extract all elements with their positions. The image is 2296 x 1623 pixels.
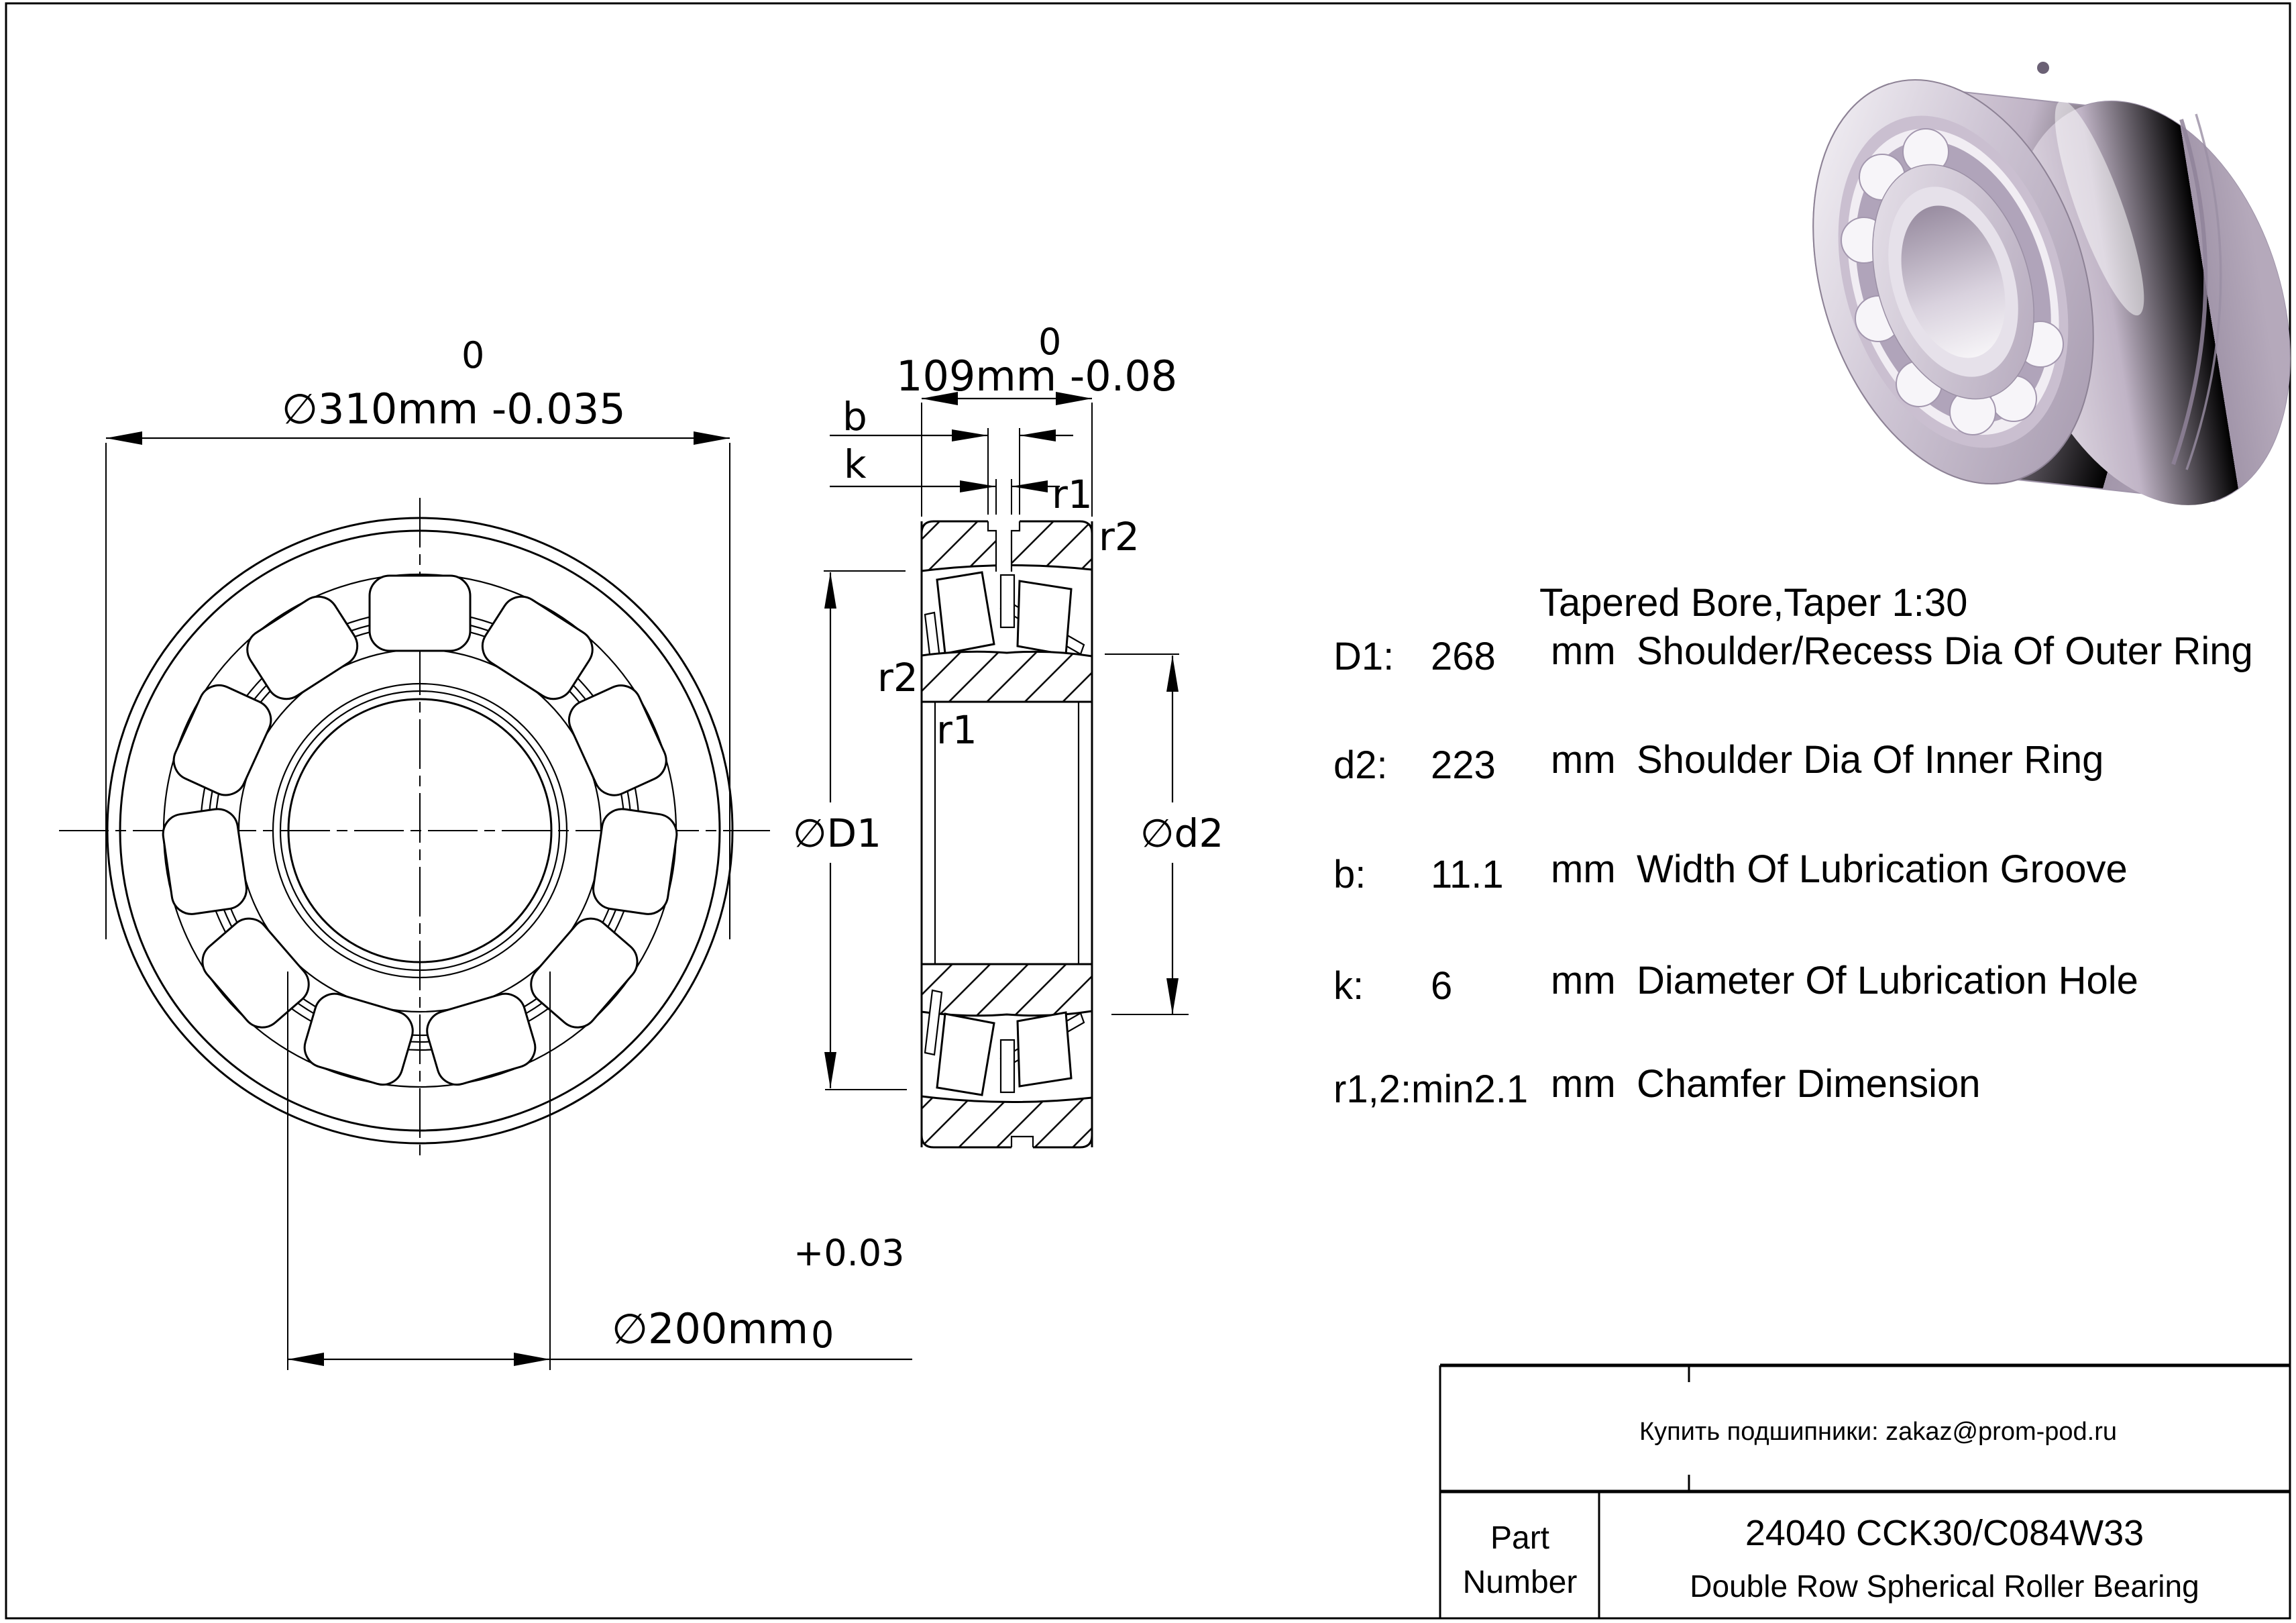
spec-label: k:: [1333, 964, 1364, 1008]
roller: [195, 910, 317, 1036]
dim-109-upper-tol: 0: [1038, 321, 1062, 363]
spec-value: 268: [1431, 635, 1496, 678]
bottom-notch: [1012, 1137, 1033, 1149]
spec-value: 6: [1431, 964, 1453, 1008]
r2-left-label: r2: [877, 655, 918, 700]
bearing-3d-render: [1765, 44, 2296, 541]
spec-row-k: [1333, 959, 2138, 1008]
spec-desc: Diameter Of Lubrication Hole: [1637, 959, 2138, 1002]
part-label-line2: Number: [1462, 1565, 1578, 1600]
spec-row-d1: [1333, 629, 2253, 678]
dim-109-text: 109mm -0.08: [896, 352, 1178, 401]
contact-email: Купить подшипники: zakaz@prom-pod.ru: [1639, 1418, 2118, 1446]
r2-top-right-label: r2: [1099, 514, 1140, 560]
spec-label: D1:: [1333, 635, 1395, 678]
guide-ring: [1001, 575, 1014, 627]
roller: [300, 989, 418, 1090]
roller: [563, 679, 673, 802]
dim-200-text: ∅200mm: [612, 1304, 809, 1353]
title-block: [1440, 1365, 2290, 1618]
dim-k: [830, 441, 1060, 515]
spec-unit: mm: [1551, 738, 1616, 782]
spec-unit: mm: [1551, 847, 1616, 891]
roller: [167, 679, 277, 802]
inner-ring-bottom-section: [922, 964, 1092, 1016]
roller: [523, 910, 645, 1036]
part-label-line1: Part: [1490, 1520, 1550, 1556]
spec-value: 223: [1431, 743, 1496, 787]
spec-label: r1,2:min2.1: [1333, 1067, 1529, 1111]
k-label: k: [844, 441, 867, 487]
lubrication-hole-dot: [2037, 62, 2049, 74]
section-roller: [937, 572, 994, 653]
section-roller: [937, 1014, 994, 1095]
roller: [239, 589, 365, 706]
r1-bottom-label: r1: [936, 707, 977, 753]
part-number: 24040 CCK30/C084W33: [1745, 1513, 2144, 1553]
spec-value: 11.1: [1431, 853, 1504, 896]
spec-row-r12: [1333, 1062, 1981, 1111]
b-label: b: [842, 394, 867, 439]
dim-310-upper-tol: 0: [461, 334, 485, 376]
spec-unit: mm: [1551, 629, 1616, 673]
spec-unit: mm: [1551, 1062, 1616, 1106]
spec-row-b: [1333, 847, 2128, 896]
roller: [160, 806, 249, 917]
dim-d2: [1105, 654, 1223, 1014]
d2-dim-label: ∅d2: [1140, 810, 1224, 856]
spec-desc: Shoulder/Recess Dia Of Outer Ring: [1637, 629, 2253, 673]
dim-310-text: ∅310mm -0.035: [282, 384, 626, 433]
spec-title: Tapered Bore,Taper 1:30: [1539, 581, 1968, 625]
part-description: Double Row Spherical Roller Bearing: [1690, 1569, 2199, 1604]
roller: [475, 589, 600, 706]
dim-200-lower-tol: 0: [811, 1314, 834, 1356]
dim-D1: [793, 571, 907, 1090]
section-view: [793, 321, 1223, 1149]
spec-list: [1333, 581, 2253, 1111]
section-roller: [1018, 1012, 1071, 1086]
roller: [423, 989, 541, 1090]
spec-label: b:: [1333, 853, 1366, 896]
front-view: [59, 334, 912, 1370]
r1-top-label: r1: [1052, 472, 1093, 517]
spec-row-d2: [1333, 738, 2103, 787]
section-roller: [1018, 581, 1071, 655]
dim-200-upper-tol: +0.03: [794, 1232, 905, 1274]
d1-dim-label: ∅D1: [793, 810, 882, 856]
roller: [591, 806, 679, 917]
spec-desc: Width Of Lubrication Groove: [1637, 847, 2128, 891]
inner-ring-top-section: [922, 651, 1092, 702]
lubrication-hole: [996, 517, 1012, 573]
outer-ring-bottom-section: [922, 1096, 1092, 1147]
spec-label: d2:: [1333, 743, 1388, 787]
spec-desc: Chamfer Dimension: [1637, 1062, 1981, 1106]
spec-desc: Shoulder Dia Of Inner Ring: [1637, 738, 2104, 782]
roller: [370, 576, 470, 651]
spec-unit: mm: [1551, 959, 1616, 1002]
guide-ring: [1001, 1040, 1014, 1092]
